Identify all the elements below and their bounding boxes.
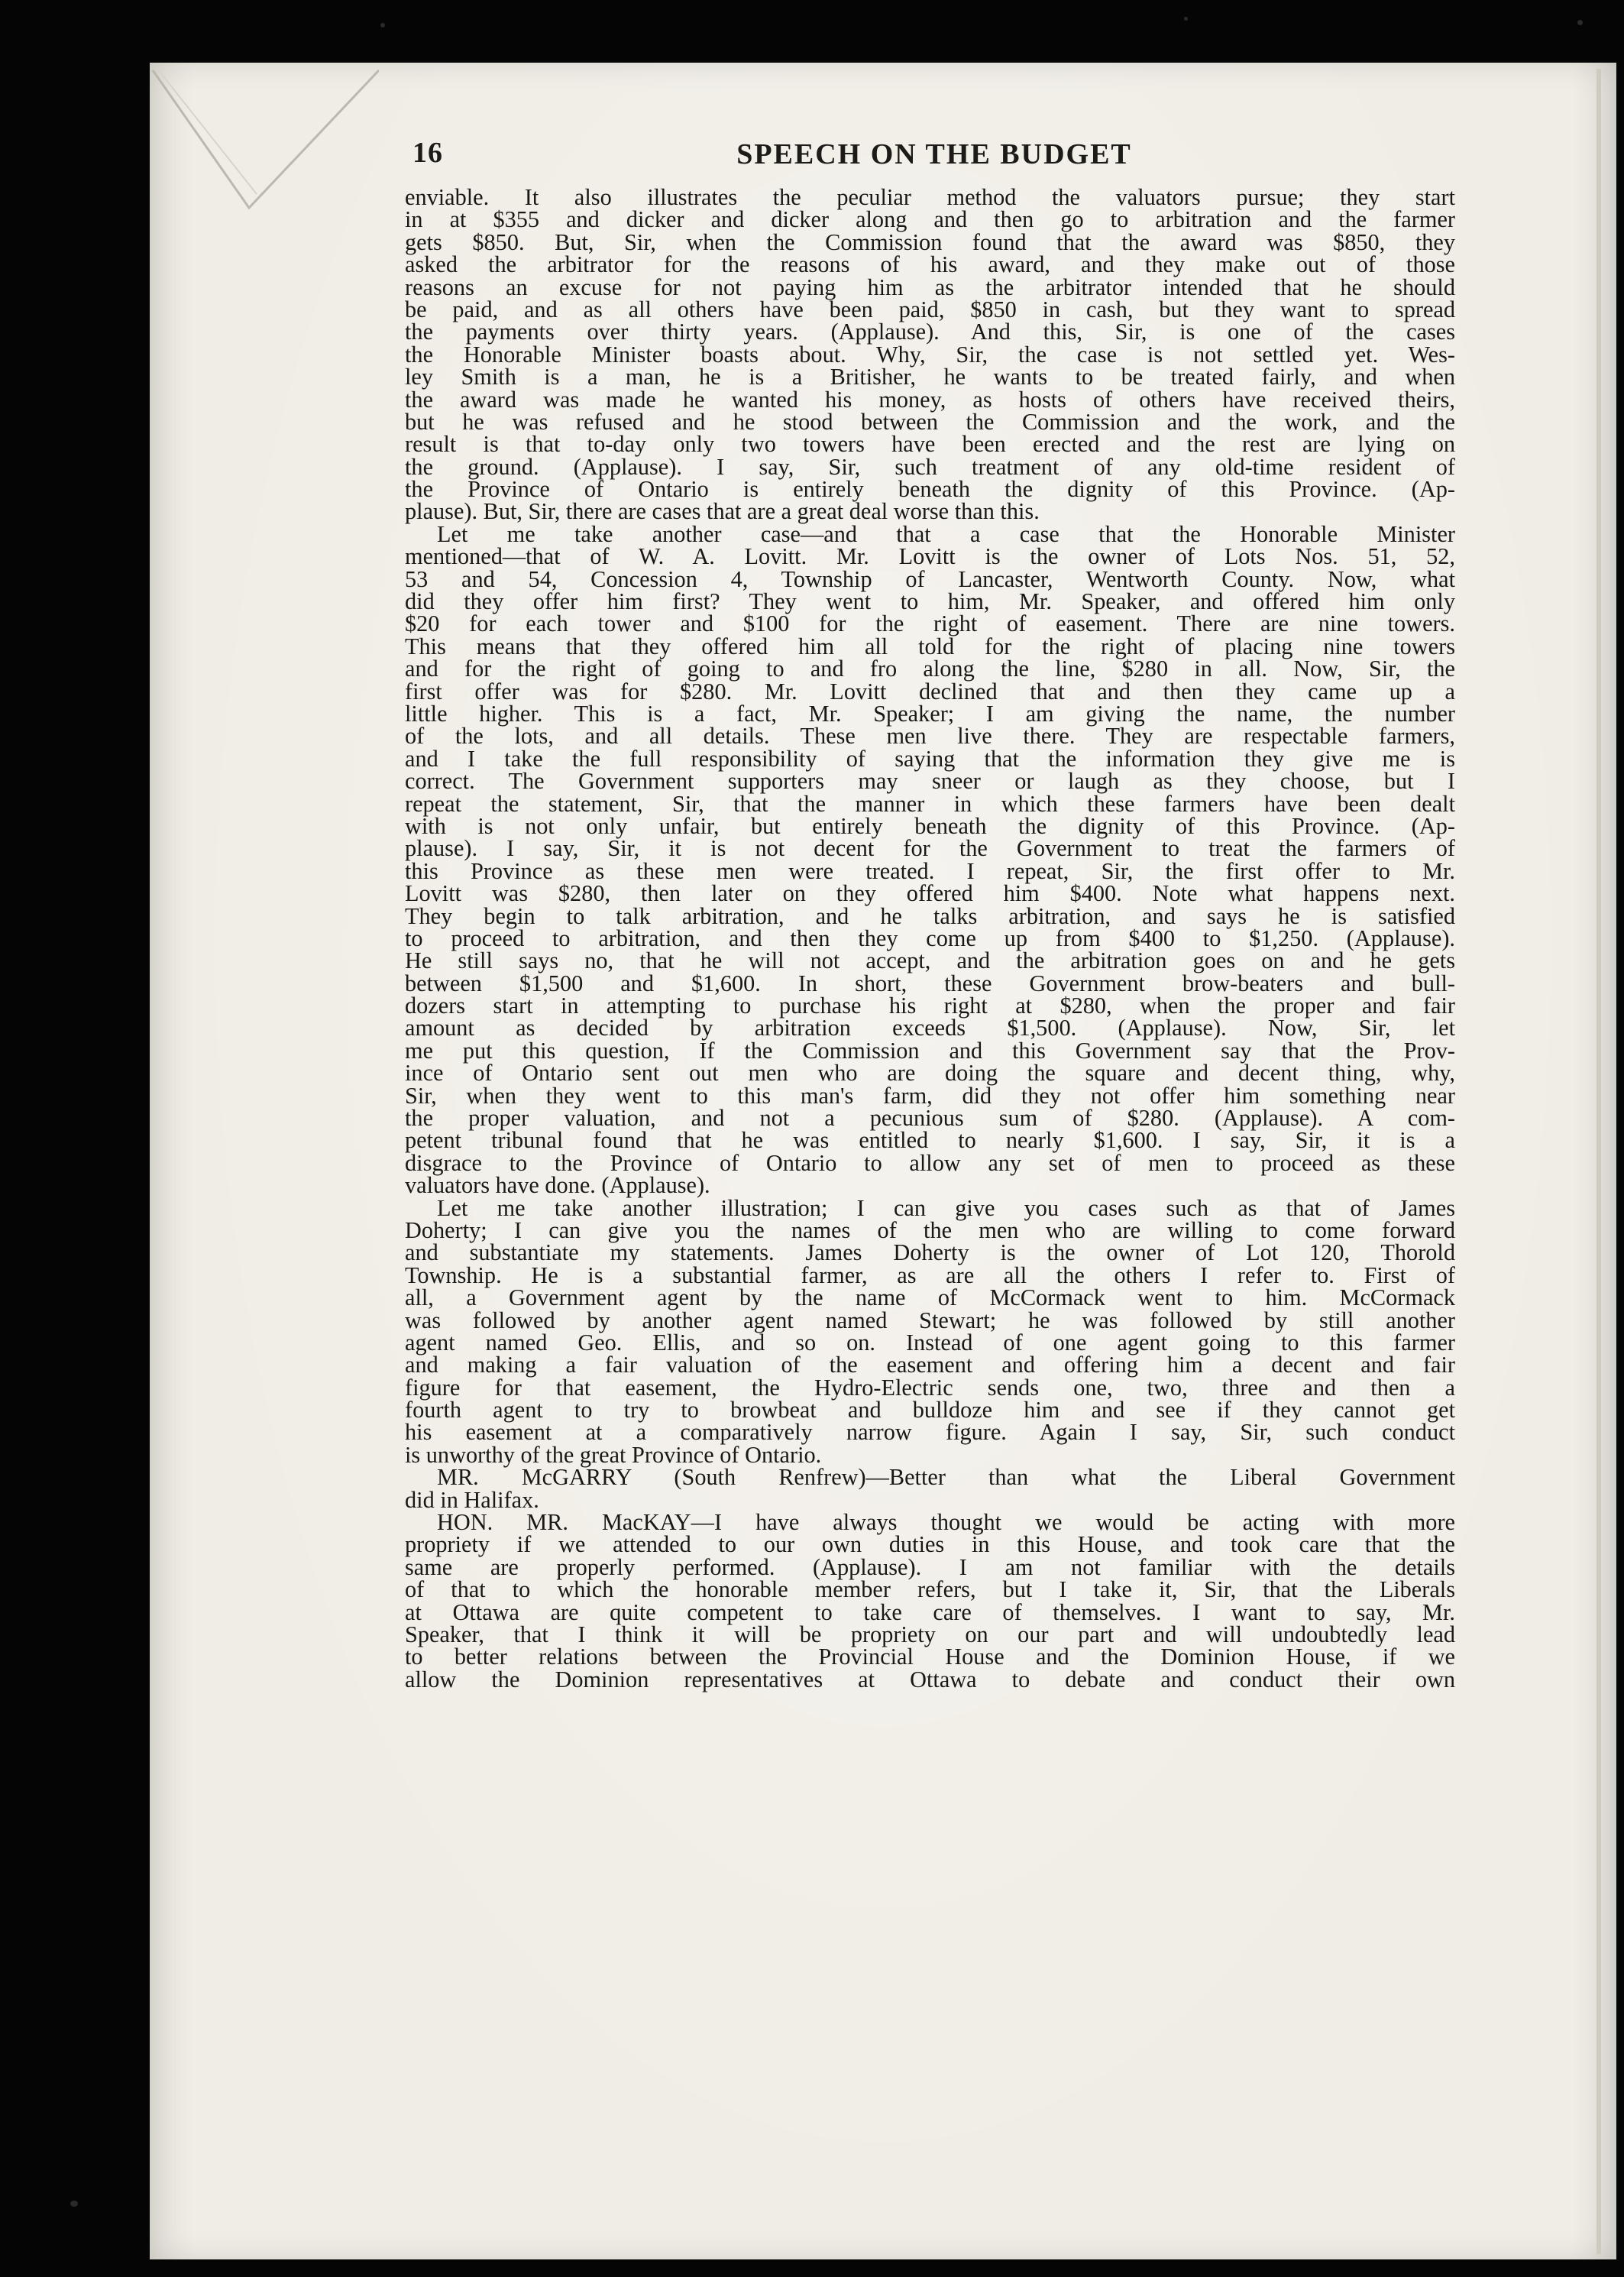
text-line: allow the Dominion representatives at Ottawa to debate and conduct their own xyxy=(405,1666,1455,1692)
text-line: figure for that easement, the Hydro-Electric sends one, two, three and then a xyxy=(405,1374,1455,1401)
text-line: the Province of Ontario is entirely beneath the dignity of this Province. (Ap- xyxy=(405,476,1455,503)
text-line: me put this question, If the Commission and this Government say that the Prov- xyxy=(405,1037,1455,1064)
text-line: was followed by another agent named Stewart; he was followed by still another xyxy=(405,1307,1455,1333)
text-line: mentioned—that of W. A. Lovitt. Mr. Lovitt is the owner of Lots Nos. 51, 52, xyxy=(405,543,1455,570)
text-line: and making a fair valuation of the easement and offering him a decent and fair xyxy=(405,1352,1455,1378)
text-line: Township. He is a substantial farmer, as are all the others I refer to. First of xyxy=(405,1262,1455,1288)
text-line: same are properly performed. (Applause). I am not familiar with the details xyxy=(405,1553,1455,1580)
text-line: to proceed to arbitration, and then they come up from $400 to $1,250. (Applause). xyxy=(405,925,1455,951)
text-line: amount as decided by arbitration exceeds $1,500. (Applause). Now, Sir, let xyxy=(405,1015,1455,1041)
text-line: the Honorable Minister boasts about. Why, Sir, the case is not settled yet. Wes- xyxy=(405,341,1455,368)
text-line: the proper valuation, and not a pecunious sum of $280. (Applause). A com- xyxy=(405,1105,1455,1132)
text-line: $20 for each tower and $100 for the right of easement. There are nine towers. xyxy=(405,611,1455,637)
paragraph xyxy=(405,1466,1455,1511)
text-line: gets $850. But, Sir, when the Commission found that the award was $850, they xyxy=(405,228,1455,255)
text-line: and I take the full responsibility of saying that the information they give me is xyxy=(405,745,1455,772)
text-line: valuators have done. (Applause). xyxy=(405,1172,710,1199)
text-line: ley Smith is a man, he is a Britisher, he wants to be treated fairly, and when xyxy=(405,364,1455,390)
text-line: repeat the statement, Sir, that the manner in which these farmers have been dealt xyxy=(405,790,1455,817)
text-line: MR. McGARRY (South Renfrew)—Better than what the Liberal Government xyxy=(437,1464,1455,1491)
text-line: be paid, and as all others have been paid, $850 in cash, but they want to spread xyxy=(405,296,1455,322)
text-line: of the lots, and all details. These men live there. They are respectable farmers, xyxy=(405,723,1455,750)
dust-speck xyxy=(380,23,385,28)
text-line: Speaker, that I think it will be propriety on our part and will undoubtedly lead xyxy=(405,1621,1455,1647)
text-line: He still says no, that he will not accept, and the arbitration goes on and he gets xyxy=(405,947,1455,974)
text-line: result is that to-day only two towers have been erected and the rest are lying on xyxy=(405,431,1455,458)
text-line: dozers start in attempting to purchase his right at $280, when the proper and fair xyxy=(405,993,1455,1019)
paragraph xyxy=(405,520,1455,1199)
text-line: between $1,500 and $1,600. In short, these Government brow-beaters and bull- xyxy=(405,970,1455,996)
text-line: Doherty; I can give you the names of the men who are willing to come forward xyxy=(405,1216,1455,1243)
text-line: This means that they offered him all told for the right of placing nine towers xyxy=(405,633,1455,659)
page-header xyxy=(412,136,1456,173)
paragraph xyxy=(405,186,1455,523)
text-line: They begin to talk arbitration, and he talks arbitration, and says he is satisfied xyxy=(405,902,1455,929)
text-line: little higher. This is a fact, Mr. Speaker; I am giving the name, the number xyxy=(405,700,1455,727)
text-line: his easement at a comparatively narrow figure. Again I say, Sir, such conduct xyxy=(405,1419,1455,1446)
text-line: this Province as these men were treated. I repeat, Sir, the first offer to Mr. xyxy=(405,857,1455,884)
text-line: first offer was for $280. Mr. Lovitt declined that and then they came up a xyxy=(405,678,1455,704)
text-line: in at $355 and dicker and dicker along and then go to arbitration and the farmer xyxy=(405,206,1455,233)
paragraph xyxy=(405,1511,1455,1691)
text-line: to better relations between the Provincial House and the Dominion House, if we xyxy=(405,1644,1455,1670)
text-line: HON. MR. MacKAY—I have always thought we would be acting with more xyxy=(437,1509,1455,1536)
text-line: and for the right of going to and fro along the line, $280 in all. Now, Sir, the xyxy=(405,656,1455,682)
text-line: disgrace to the Province of Ontario to allow any set of men to proceed as these xyxy=(405,1149,1455,1176)
text-line: Let me take another case—and that a case that the Honorable Minister xyxy=(437,520,1455,547)
text-line: Let me take another illustration; I can give you cases such as that of James xyxy=(437,1194,1455,1221)
dust-speck xyxy=(1577,20,1583,25)
text-line: did in Halifax. xyxy=(405,1486,539,1513)
text-line: the payments over thirty years. (Applause). And this, Sir, is one of the cases xyxy=(405,319,1455,345)
text-line: is unworthy of the great Province of Ontario. xyxy=(405,1441,822,1468)
text-line: the ground. (Applause). I say, Sir, such treatment of any old-time resident of xyxy=(405,453,1455,480)
text-line: agent named Geo. Ellis, and so on. Instead of one agent going to this farmer xyxy=(405,1329,1455,1356)
text-line: at Ottawa are quite competent to take care of themselves. I want to say, Mr. xyxy=(405,1598,1455,1625)
page-edge xyxy=(1597,69,1601,2254)
text-line: and substantiate my statements. James Doherty is the owner of Lot 120, Thorold xyxy=(405,1239,1455,1266)
text-line: Lovitt was $280, then later on they offered him $400. Note what happens next. xyxy=(405,880,1455,907)
text-line: fourth agent to try to browbeat and bulldoze him and see if they cannot get xyxy=(405,1397,1455,1424)
page-number: 16 xyxy=(412,137,443,169)
text-line: the award was made he wanted his money, as hosts of others have received theirs, xyxy=(405,386,1455,413)
text-line: correct. The Government supporters may sneer or laugh as they choose, but I xyxy=(405,768,1455,795)
text-line: petent tribunal found that he was entitled to nearly $1,600. I say, Sir, it is a xyxy=(405,1127,1455,1154)
text-line: enviable. It also illustrates the peculiar method the valuators pursue; they start xyxy=(405,184,1455,210)
text-line: did they offer him first? They went to him, Mr. Speaker, and offered him only xyxy=(405,588,1455,615)
text-line: plause). But, Sir, there are cases that are a great deal worse than this. xyxy=(405,498,1040,525)
text-line: but he was refused and he stood between the Commission and the work, and the xyxy=(405,408,1455,435)
text-line: propriety if we attended to our own duties in this House, and took care that the xyxy=(405,1531,1455,1558)
running-head: SPEECH ON THE BUDGET xyxy=(736,138,1132,170)
text-line: all, a Government agent by the name of McCormack went to him. McCormack xyxy=(405,1284,1455,1311)
text-line: plause). I say, Sir, it is not decent for the Government to treat the farmers of xyxy=(405,835,1455,862)
text-line: ince of Ontario sent out men who are doing the square and decent thing, why, xyxy=(405,1060,1455,1087)
text-line: Sir, when they went to this man's farm, did they not offer him something near xyxy=(405,1082,1455,1109)
text-line: reasons an excuse for not paying him as the arbitrator intended that he should xyxy=(405,274,1455,300)
text-line: 53 and 54, Concession 4, Township of Lancaster, Wentworth County. Now, what xyxy=(405,565,1455,592)
text-line: with is not only unfair, but entirely beneath the dignity of this Province. (Ap- xyxy=(405,812,1455,839)
dust-speck xyxy=(1184,17,1188,21)
text-line: of that to which the honorable member refers, but I take it, Sir, that the Liberals xyxy=(405,1576,1455,1603)
dust-speck xyxy=(70,2201,78,2207)
text-line: asked the arbitrator for the reasons of his award, and they make out of those xyxy=(405,251,1455,278)
body-text xyxy=(405,186,1455,1691)
paragraph xyxy=(405,1194,1455,1468)
